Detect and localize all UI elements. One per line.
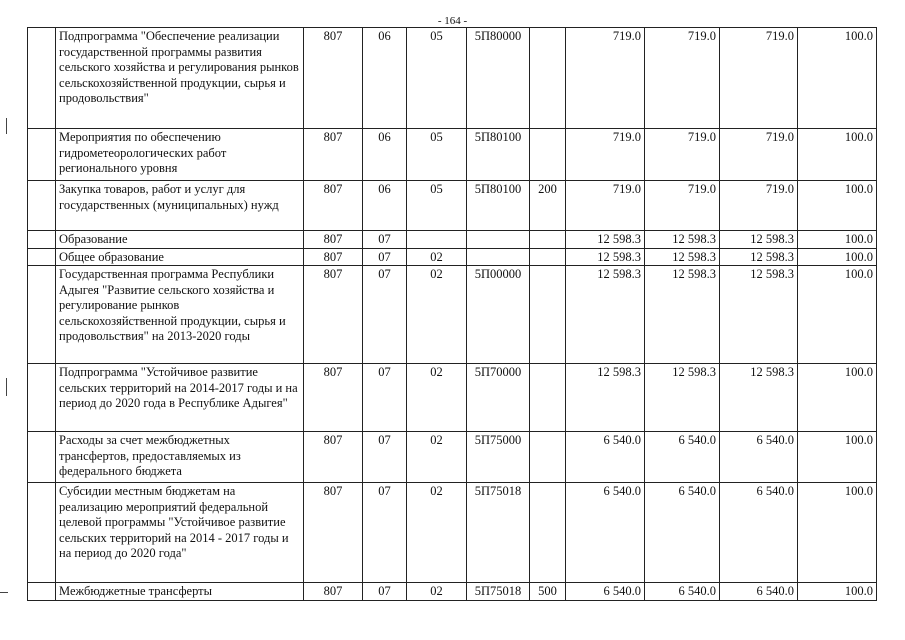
amount-executed: 12 598.3 xyxy=(720,266,798,364)
department-code: 807 xyxy=(304,28,363,129)
margin-mark xyxy=(6,118,7,134)
row-marker-cell xyxy=(28,181,56,231)
row-marker-cell xyxy=(28,231,56,249)
table-row xyxy=(28,28,877,129)
amount-approved: 6 540.0 xyxy=(566,432,645,483)
execution-percent: 100.0 xyxy=(798,129,877,181)
budget-table xyxy=(27,27,877,601)
subsection-code: 05 xyxy=(407,181,467,231)
department-code: 807 xyxy=(304,432,363,483)
amount-executed: 6 540.0 xyxy=(720,432,798,483)
target-article-code: 5П75018 xyxy=(467,483,530,583)
department-code: 807 xyxy=(304,129,363,181)
amount-refined: 12 598.3 xyxy=(645,248,720,266)
amount-refined: 12 598.3 xyxy=(645,231,720,249)
section-code: 07 xyxy=(363,231,407,249)
subsection-code xyxy=(407,231,467,249)
amount-executed: 719.0 xyxy=(720,28,798,129)
department-code: 807 xyxy=(304,181,363,231)
section-code: 06 xyxy=(363,28,407,129)
table-row xyxy=(28,129,877,181)
target-article-code: 5П70000 xyxy=(467,364,530,432)
execution-percent: 100.0 xyxy=(798,364,877,432)
amount-executed: 12 598.3 xyxy=(720,364,798,432)
amount-approved: 12 598.3 xyxy=(566,266,645,364)
section-code: 07 xyxy=(363,266,407,364)
item-name: Субсидии местным бюджетам на реализацию мероприятий федеральной целевой программы "Устойчивое развитие сельских территорий на 2014 - 2017 годы и на период до 2020 года" xyxy=(56,483,304,583)
execution-percent: 100.0 xyxy=(798,432,877,483)
item-name: Подпрограмма "Устойчивое развитие сельских территорий на 2014-2017 годы и на период до 2020 года в Республике Адыгея" xyxy=(56,364,304,432)
section-code: 07 xyxy=(363,483,407,583)
row-marker-cell xyxy=(28,583,56,601)
row-marker-cell xyxy=(28,266,56,364)
amount-executed: 6 540.0 xyxy=(720,483,798,583)
target-article-code: 5П80000 xyxy=(467,28,530,129)
department-code: 807 xyxy=(304,364,363,432)
amount-executed: 719.0 xyxy=(720,129,798,181)
amount-refined: 719.0 xyxy=(645,129,720,181)
amount-approved: 6 540.0 xyxy=(566,483,645,583)
expense-type-code xyxy=(530,248,566,266)
amount-executed: 6 540.0 xyxy=(720,583,798,601)
target-article-code: 5П00000 xyxy=(467,266,530,364)
execution-percent: 100.0 xyxy=(798,248,877,266)
target-article-code: 5П80100 xyxy=(467,129,530,181)
department-code: 807 xyxy=(304,231,363,249)
amount-approved: 12 598.3 xyxy=(566,248,645,266)
section-code: 07 xyxy=(363,583,407,601)
subsection-code: 05 xyxy=(407,129,467,181)
row-marker-cell xyxy=(28,129,56,181)
execution-percent: 100.0 xyxy=(798,483,877,583)
margin-mark xyxy=(0,592,8,593)
item-name: Мероприятия по обеспечению гидрометеорологических работ регионального уровня xyxy=(56,129,304,181)
target-article-code xyxy=(467,231,530,249)
table-row xyxy=(28,432,877,483)
execution-percent: 100.0 xyxy=(798,28,877,129)
row-marker-cell xyxy=(28,483,56,583)
table-row xyxy=(28,248,877,266)
expense-type-code: 500 xyxy=(530,583,566,601)
amount-refined: 12 598.3 xyxy=(645,364,720,432)
item-name: Подпрограмма "Обеспечение реализации государственной программы развития сельского хозяйства и регулирования рынков сельскохозяйственной продукции, сырья и продовольствия" xyxy=(56,28,304,129)
execution-percent: 100.0 xyxy=(798,181,877,231)
amount-refined: 719.0 xyxy=(645,181,720,231)
row-marker-cell xyxy=(28,248,56,266)
department-code: 807 xyxy=(304,248,363,266)
table-row xyxy=(28,231,877,249)
subsection-code: 02 xyxy=(407,364,467,432)
table-row xyxy=(28,364,877,432)
expense-type-code xyxy=(530,231,566,249)
amount-refined: 6 540.0 xyxy=(645,583,720,601)
expense-type-code xyxy=(530,432,566,483)
row-marker-cell xyxy=(28,432,56,483)
subsection-code: 02 xyxy=(407,248,467,266)
section-code: 07 xyxy=(363,364,407,432)
amount-executed: 12 598.3 xyxy=(720,248,798,266)
expense-type-code xyxy=(530,483,566,583)
expense-type-code xyxy=(530,266,566,364)
section-code: 06 xyxy=(363,181,407,231)
amount-approved: 12 598.3 xyxy=(566,364,645,432)
amount-approved: 12 598.3 xyxy=(566,231,645,249)
subsection-code: 02 xyxy=(407,432,467,483)
department-code: 807 xyxy=(304,266,363,364)
target-article-code: 5П75000 xyxy=(467,432,530,483)
expense-type-code xyxy=(530,364,566,432)
table-row xyxy=(28,483,877,583)
expense-type-code: 200 xyxy=(530,181,566,231)
subsection-code: 02 xyxy=(407,583,467,601)
row-marker-cell xyxy=(28,28,56,129)
item-name: Государственная программа Республики Адыгея "Развитие сельского хозяйства и регулирование рынков сельскохозяйственной продукции, сырья и продовольствия" на 2013-2020 годы xyxy=(56,266,304,364)
table-row xyxy=(28,181,877,231)
execution-percent: 100.0 xyxy=(798,231,877,249)
target-article-code: 5П75018 xyxy=(467,583,530,601)
amount-refined: 6 540.0 xyxy=(645,432,720,483)
amount-executed: 719.0 xyxy=(720,181,798,231)
amount-approved: 719.0 xyxy=(566,181,645,231)
table-row xyxy=(28,266,877,364)
item-name: Расходы за счет межбюджетных трансфертов, предоставляемых из федерального бюджета xyxy=(56,432,304,483)
row-marker-cell xyxy=(28,364,56,432)
expense-type-code xyxy=(530,28,566,129)
expense-type-code xyxy=(530,129,566,181)
item-name: Образование xyxy=(56,231,304,249)
target-article-code xyxy=(467,248,530,266)
margin-mark xyxy=(6,378,7,396)
execution-percent: 100.0 xyxy=(798,266,877,364)
target-article-code: 5П80100 xyxy=(467,181,530,231)
department-code: 807 xyxy=(304,483,363,583)
item-name: Закупка товаров, работ и услуг для государственных (муниципальных) нужд xyxy=(56,181,304,231)
amount-refined: 6 540.0 xyxy=(645,483,720,583)
execution-percent: 100.0 xyxy=(798,583,877,601)
amount-executed: 12 598.3 xyxy=(720,231,798,249)
item-name: Межбюджетные трансферты xyxy=(56,583,304,601)
subsection-code: 05 xyxy=(407,28,467,129)
amount-approved: 6 540.0 xyxy=(566,583,645,601)
amount-refined: 12 598.3 xyxy=(645,266,720,364)
amount-refined: 719.0 xyxy=(645,28,720,129)
page-number: - 164 - xyxy=(437,15,468,27)
section-code: 07 xyxy=(363,248,407,266)
amount-approved: 719.0 xyxy=(566,28,645,129)
table-row xyxy=(28,583,877,601)
subsection-code: 02 xyxy=(407,266,467,364)
department-code: 807 xyxy=(304,583,363,601)
section-code: 07 xyxy=(363,432,407,483)
item-name: Общее образование xyxy=(56,248,304,266)
subsection-code: 02 xyxy=(407,483,467,583)
amount-approved: 719.0 xyxy=(566,129,645,181)
section-code: 06 xyxy=(363,129,407,181)
